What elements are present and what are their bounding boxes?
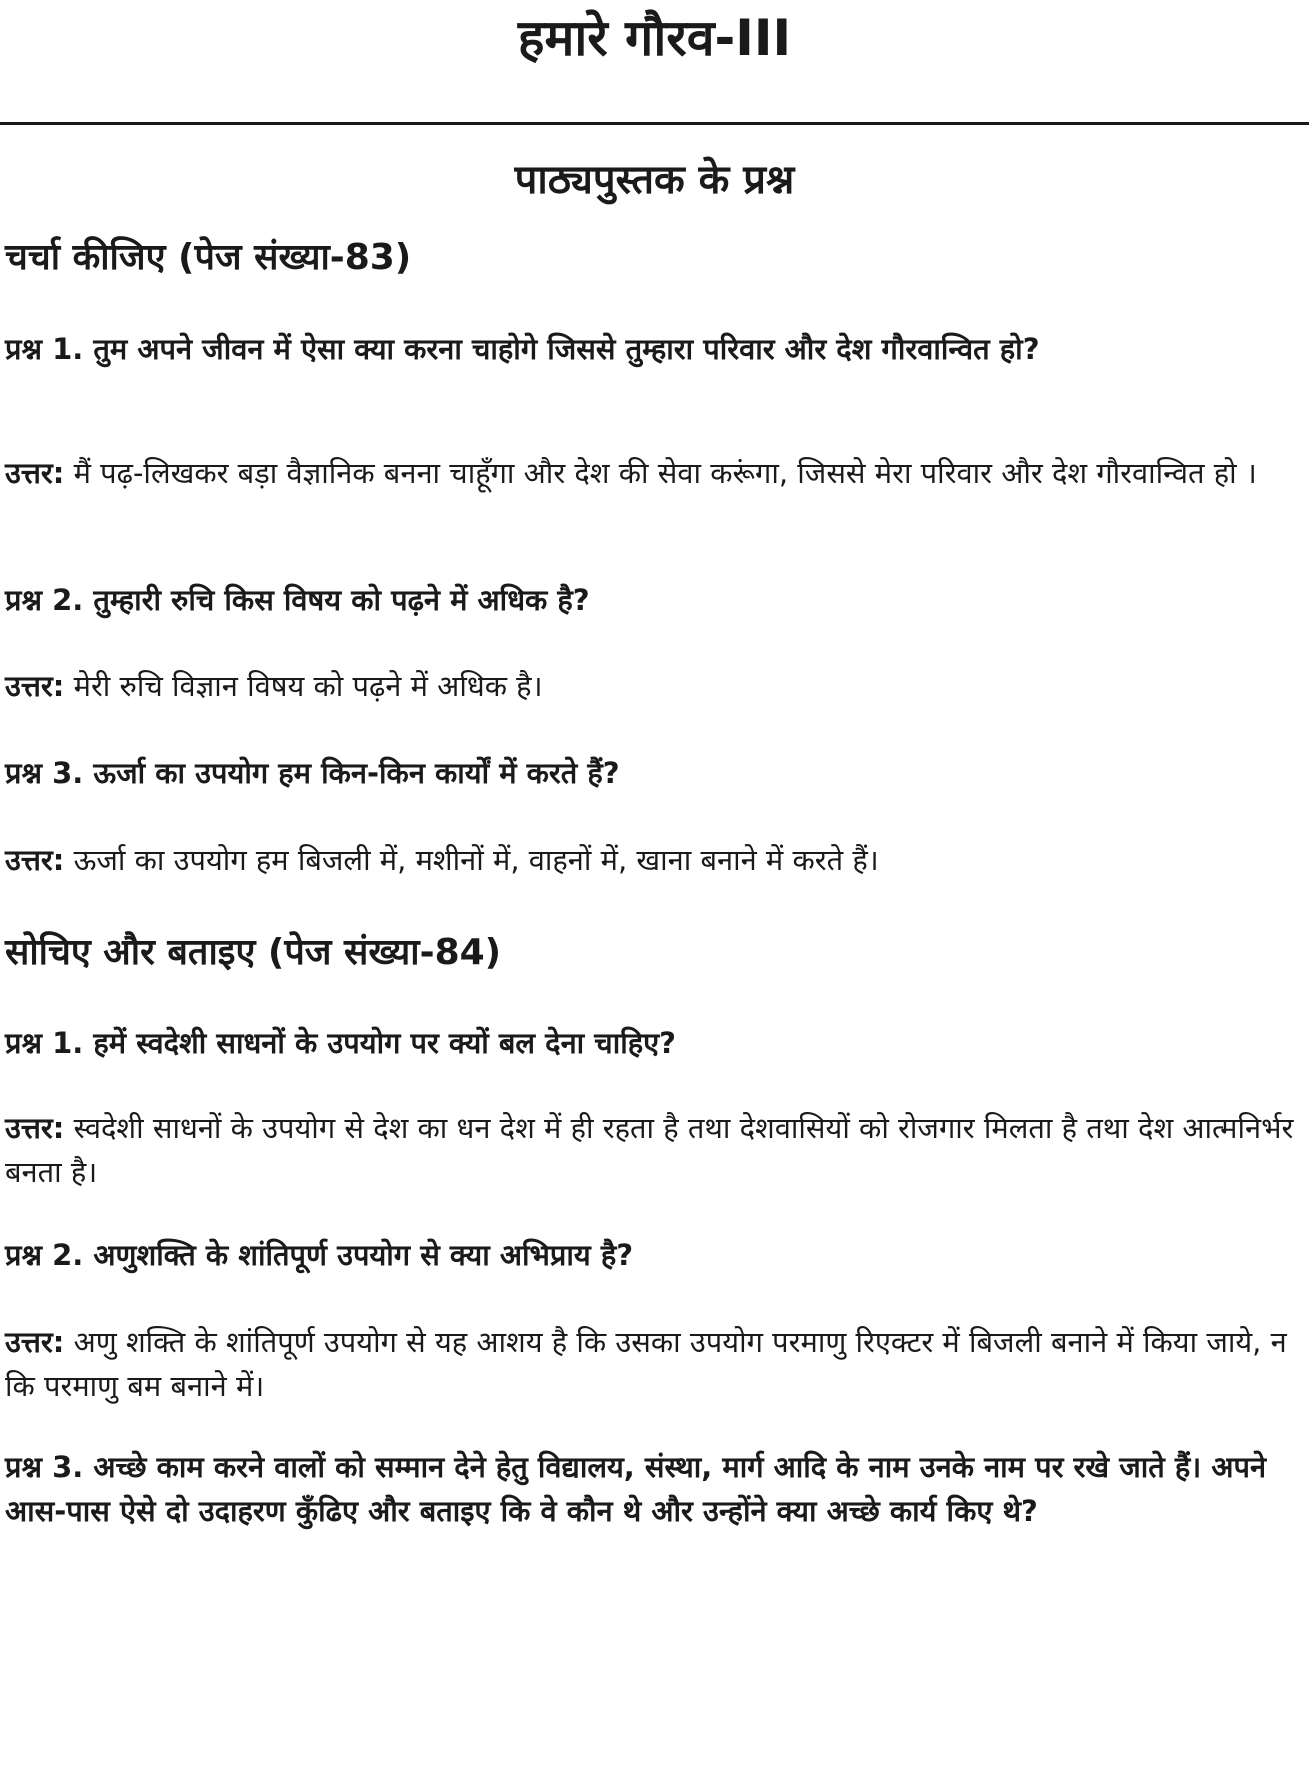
question-1-3: प्रश्न 3. ऊर्जा का उपयोग हम किन-किन कार्यों में करते हैं?: [5, 756, 620, 790]
answer-1-1: [5, 451, 1295, 495]
question-2-2: प्रश्न 2. अणुशक्ति के शांतिपूर्ण उपयोग से क्या अभिप्राय है?: [5, 1238, 634, 1272]
answer-label: उत्तर:: [5, 1325, 65, 1359]
answer-text: अणु शक्ति के शांतिपूर्ण उपयोग से यह आशय है कि उसका उपयोग परमाणु रिएक्टर में बिजली बनाने में किया जाये, न कि परमाणु बम बनाने में।: [5, 1325, 1287, 1403]
answer-text: ऊर्जा का उपयोग हम बिजली में, मशीनों में, वाहनों में, खाना बनाने में करते हैं।: [73, 843, 879, 877]
section-heading-1: चर्चा कीजिए (पेज संख्या-83): [5, 237, 412, 278]
title-divider: [0, 122, 1309, 125]
question-2-1: प्रश्न 1. हमें स्वदेशी साधनों के उपयोग पर क्यों बल देना चाहिए?: [5, 1026, 676, 1060]
question-1-1: प्रश्न 1. तुम अपने जीवन में ऐसा क्या करना चाहोगे जिससे तुम्हारा परिवार और देश गौरवान्वित हो?: [5, 332, 1040, 366]
answer-1-2: [5, 664, 1295, 708]
page-subtitle: पाठ्यपुस्तक के प्रश्न: [514, 157, 795, 203]
answer-label: उत्तर:: [5, 1111, 65, 1145]
answer-text: मेरी रुचि विज्ञान विषय को पढ़ने में अधिक है।: [73, 669, 543, 703]
section-heading-2: सोचिए और बताइए (पेज संख्या-84): [5, 932, 502, 973]
question-2-3: प्रश्न 3. अच्छे काम करने वालों को सम्मान देने हेतु विद्यालय, संस्था, मार्ग आदि के नाम उनके नाम पर रखे जाते हैं। अपने आस-पास ऐसे दो उदाहरण कुँढिए और बताइए कि वे कौन थे और उन्होंने क्या अच्छे कार्य किए थे?: [5, 1450, 1267, 1528]
answer-1-3: [5, 838, 1295, 882]
answer-label: उत्तर:: [5, 456, 65, 490]
answer-2-1: [5, 1106, 1295, 1194]
page-title: हमारे गौरव-III: [517, 9, 792, 67]
answer-2-2: [5, 1320, 1295, 1408]
answer-label: उत्तर:: [5, 843, 65, 877]
answer-label: उत्तर:: [5, 669, 65, 703]
answer-text: मैं पढ़-लिखकर बड़ा वैज्ञानिक बनना चाहूँगा और देश की सेवा करूंगा, जिससे मेरा परिवार और देश गौरवान्वित हो ।: [73, 456, 1257, 490]
answer-text: स्वदेशी साधनों के उपयोग से देश का धन देश में ही रहता है तथा देशवासियों को रोजगार मिलता है तथा देश आत्मनिर्भर बनता है।: [5, 1111, 1294, 1189]
question-1-2: प्रश्न 2. तुम्हारी रुचि किस विषय को पढ़ने में अधिक है?: [5, 583, 590, 617]
